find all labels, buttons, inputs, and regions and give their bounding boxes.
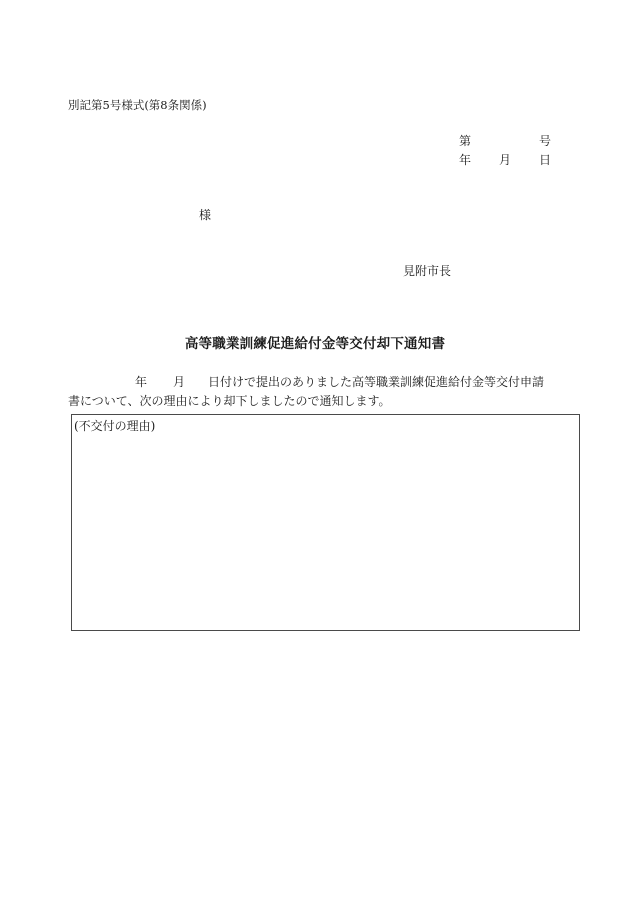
body-line-2: 書について、次の理由により却下しましたので通知します。 xyxy=(68,394,391,408)
issuer-name: 見附市長 xyxy=(403,264,452,278)
addressee-honorific: 様 xyxy=(199,208,212,222)
date-month: 月 xyxy=(499,153,512,167)
form-label: 別記第5号様式(第8条関係) xyxy=(68,98,207,112)
reason-box xyxy=(71,414,580,631)
date-year: 年 xyxy=(459,153,472,167)
reason-label: (不交付の理由) xyxy=(74,419,156,433)
body-line-1-text: 日付けで提出のありました高等職業訓練促進給付金等交付申請 xyxy=(208,375,545,389)
document-title: 高等職業訓練促進給付金等交付却下通知書 xyxy=(184,336,446,352)
number-suffix: 号 xyxy=(539,134,552,148)
number-prefix: 第 xyxy=(459,134,472,148)
body-month: 月 xyxy=(173,375,186,389)
body-year: 年 xyxy=(135,375,148,389)
date-day: 日 xyxy=(539,153,552,167)
